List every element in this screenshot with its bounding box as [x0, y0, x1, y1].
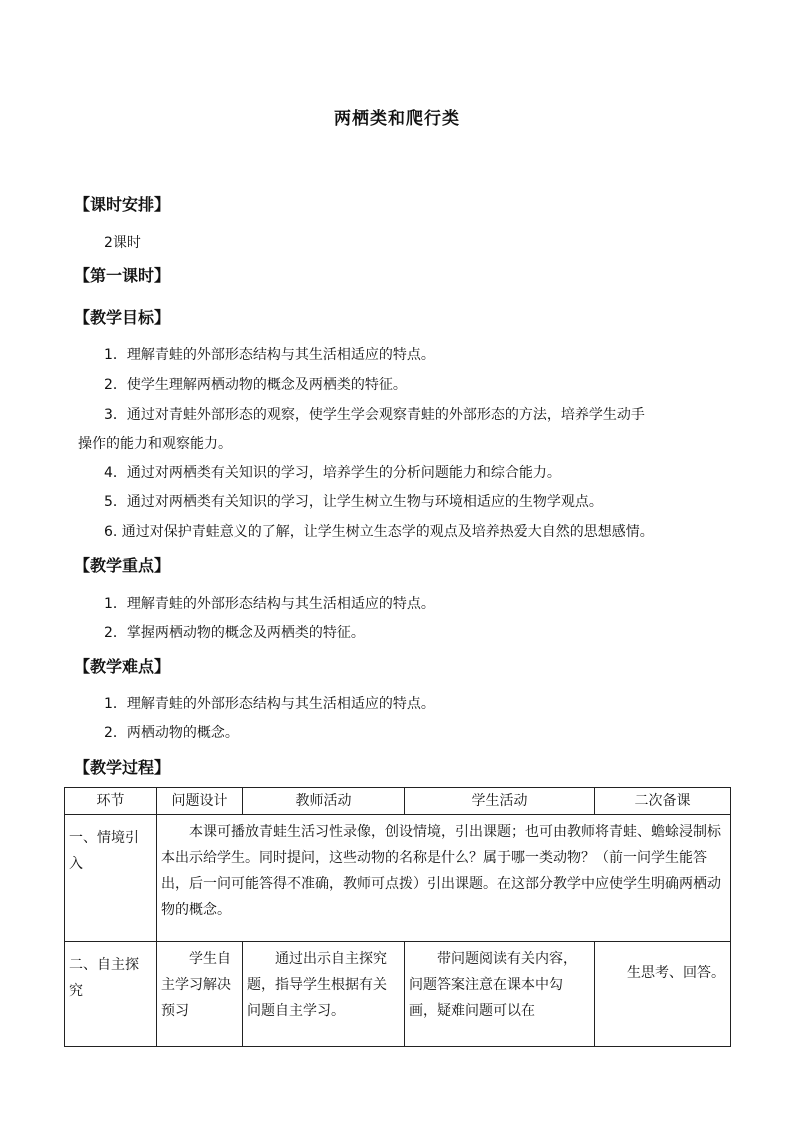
teacher-activity-cell: 通过出示自主探究题，指导学生根据有关问题自主学习。 — [243, 942, 405, 1047]
lesson1-heading: 【第一课时】 — [74, 266, 171, 285]
header-cell: 学生活动 — [405, 788, 595, 815]
schedule-heading: 【课时安排】 — [74, 195, 171, 214]
goal-item: 1．理解青蛙的外部形态结构与其生活相适应的特点。 — [104, 347, 435, 363]
table-header-row — [65, 788, 731, 815]
key-points-heading: 【教学重点】 — [74, 556, 171, 575]
difficult-points-heading: 【教学难点】 — [74, 657, 171, 676]
table-row — [65, 942, 731, 1047]
question-cell: 学生自主学习解决预习 — [157, 942, 243, 1047]
step-cell: 一、情境引入 — [65, 815, 157, 942]
difficult-point-item: 2．两栖动物的概念。 — [104, 725, 239, 741]
header-cell: 问题设计 — [157, 788, 243, 815]
table-row — [65, 815, 731, 942]
student-activity-cell: 带问题阅读有关内容，问题答案注意在课本中勾画，疑难问题可以在 — [405, 942, 595, 1047]
goal-item: 5．通过对两栖类有关知识的学习，让学生树立生物与环境相适应的生物学观点。 — [104, 494, 603, 510]
difficult-point-item: 1．理解青蛙的外部形态结构与其生活相适应的特点。 — [104, 696, 435, 712]
goal-item-continuation: 操作的能力和观察能力。 — [78, 436, 232, 452]
goal-item: 3．通过对青蛙外部形态的观察，使学生学会观察青蛙的外部形态的方法，培养学生动手 — [104, 407, 645, 423]
header-cell: 教师活动 — [243, 788, 405, 815]
goal-item: 2．使学生理解两栖动物的概念及两栖类的特征。 — [104, 377, 407, 393]
goal-item: 4．通过对两栖类有关知识的学习，培养学生的分析问题能力和综合能力。 — [104, 465, 561, 481]
merged-content-cell: 本课可播放青蛙生活习性录像，创设情境，引出课题；也可由教师将青蛙、蟾蜍浸制标本出示给学生。同时提问，这些动物的名称是什么？属于哪一类动物？（前一问学生能答出，后一问可能答得不准确，教师可点拨）引出课题。在这部分教学中应使学生明确两栖动物的概念。 — [157, 815, 731, 942]
step-cell: 二、自主探究 — [65, 942, 157, 1047]
schedule-text: 2课时 — [104, 235, 141, 251]
header-cell: 环节 — [65, 788, 157, 815]
goal-item: 6. 通过对保护青蛙意义的了解，让学生树立生态学的观点及培养热爱大自然的思想感情。 — [104, 524, 654, 540]
document-title: 两栖类和爬行类 — [334, 109, 460, 129]
header-cell: 二次备课 — [595, 788, 731, 815]
teaching-process-table — [64, 787, 731, 1047]
notes-cell: 生思考、回答。 — [595, 942, 731, 1047]
key-point-item: 1．理解青蛙的外部形态结构与其生活相适应的特点。 — [104, 596, 435, 612]
process-heading: 【教学过程】 — [74, 758, 171, 777]
goals-heading: 【教学目标】 — [74, 308, 171, 327]
key-point-item: 2．掌握两栖动物的概念及两栖类的特征。 — [104, 625, 365, 641]
